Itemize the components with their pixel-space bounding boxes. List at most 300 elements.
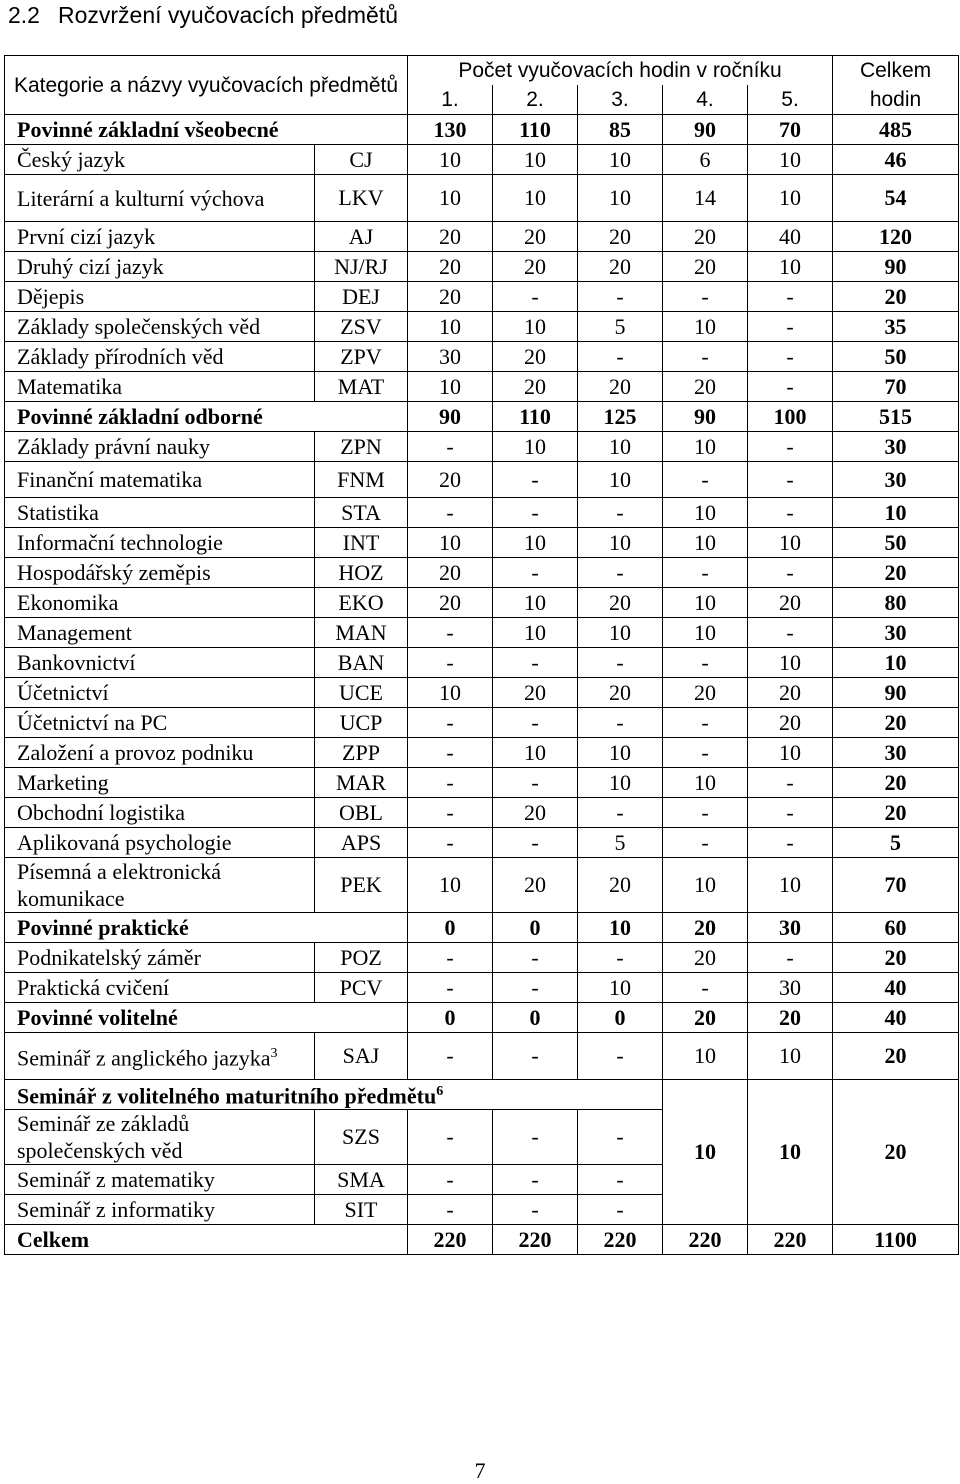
- hours-year-4: -: [663, 738, 748, 768]
- hours-year-1: -: [408, 768, 493, 798]
- hours-year-1: 10: [408, 175, 493, 222]
- subject-name: [5, 858, 315, 913]
- total-hours: 20: [833, 282, 959, 312]
- subject-code: POZ: [315, 943, 408, 973]
- hours-year-5: 10: [748, 175, 833, 222]
- total-hours: 20: [833, 708, 959, 738]
- subject-row: [5, 432, 959, 462]
- subject-name-text: Praktická cvičení: [17, 974, 170, 1000]
- hours-year-5: -: [748, 432, 833, 462]
- subject-name: [5, 432, 315, 462]
- hours-year-5: 40: [748, 222, 833, 252]
- hours-year-1: 10: [408, 528, 493, 558]
- category-name: Povinné základní odborné: [5, 402, 408, 432]
- hours-year-5: 10: [748, 738, 833, 768]
- subject-row: [5, 618, 959, 648]
- hours-year-2: -: [493, 1033, 578, 1080]
- subject-name-text: Hospodářský zeměpis: [17, 559, 211, 585]
- hours-year-2: -: [493, 1165, 578, 1195]
- subject-row: [5, 648, 959, 678]
- hours-year-5: 20: [748, 1003, 833, 1033]
- hours-year-1: 10: [408, 858, 493, 913]
- subject-name-text: Informační technologie: [17, 529, 223, 555]
- header-row-1: [5, 56, 959, 86]
- total-hours: 54: [833, 175, 959, 222]
- subject-row: [5, 372, 959, 402]
- hours-year-3: 10: [578, 738, 663, 768]
- hours-year-5: 30: [748, 913, 833, 943]
- subject-row: [5, 943, 959, 973]
- subject-name-text: Management: [17, 619, 132, 645]
- hours-year-2: -: [493, 943, 578, 973]
- header-year-2: 2.: [493, 85, 578, 115]
- subject-name-text: Aplikovaná psychologie: [17, 829, 232, 855]
- hours-year-4: 10: [663, 858, 748, 913]
- subject-name-text: Bankovnictví: [17, 649, 136, 675]
- subject-name: [5, 708, 315, 738]
- hours-year-5: -: [748, 558, 833, 588]
- hours-year-2: 10: [493, 312, 578, 342]
- hours-year-3: -: [578, 498, 663, 528]
- hours-year-1: -: [408, 498, 493, 528]
- total-hours: 50: [833, 342, 959, 372]
- hours-year-3: 10: [578, 528, 663, 558]
- hours-year-5: -: [748, 282, 833, 312]
- header-year-4: 4.: [663, 85, 748, 115]
- hours-year-1: 20: [408, 588, 493, 618]
- subject-row: [5, 1033, 959, 1080]
- hours-year-2: 10: [493, 432, 578, 462]
- hours-year-3: 10: [578, 973, 663, 1003]
- hours-year-4: 10: [663, 528, 748, 558]
- hours-year-3: 20: [578, 252, 663, 282]
- elective-hours-year-4: 10: [663, 1080, 748, 1225]
- hours-year-2: 20: [493, 222, 578, 252]
- hours-year-4: 20: [663, 372, 748, 402]
- subject-name-text: Finanční matematika: [17, 466, 203, 492]
- subject-code: MAR: [315, 768, 408, 798]
- hours-year-2: -: [493, 1110, 578, 1165]
- subject-code: ZPN: [315, 432, 408, 462]
- hours-year-2: 10: [493, 618, 578, 648]
- subject-name: Seminář z matematiky: [5, 1165, 315, 1195]
- subject-name-text: Ekonomika: [17, 589, 119, 615]
- total-hours: 120: [833, 222, 959, 252]
- subject-code: SIT: [315, 1195, 408, 1225]
- subject-code: CJ: [315, 145, 408, 175]
- total-hours: 485: [833, 115, 959, 145]
- total-hours: 20: [833, 768, 959, 798]
- total-hours: 90: [833, 678, 959, 708]
- subject-name-text: Druhý cizí jazyk: [17, 253, 164, 279]
- subject-name-text: Statistika: [17, 499, 99, 525]
- subject-name: [5, 145, 315, 175]
- hours-year-3: 20: [578, 222, 663, 252]
- hours-year-3: 20: [578, 588, 663, 618]
- subject-name: [5, 1033, 315, 1080]
- hours-year-5: 100: [748, 402, 833, 432]
- subject-name-text: Seminář z anglického jazyka: [17, 1045, 271, 1071]
- hours-year-2: 0: [493, 913, 578, 943]
- hours-year-2: 20: [493, 252, 578, 282]
- hours-year-1: 10: [408, 145, 493, 175]
- hours-year-2: -: [493, 558, 578, 588]
- header-year-1: 1.: [408, 85, 493, 115]
- subject-name-text: Literární a kulturní výchova: [17, 185, 265, 211]
- hours-year-5: 70: [748, 115, 833, 145]
- grand-total-row: [5, 1225, 959, 1255]
- subject-row: [5, 768, 959, 798]
- hours-year-2: -: [493, 973, 578, 1003]
- hours-year-3: 0: [578, 1003, 663, 1033]
- subject-row: [5, 708, 959, 738]
- total-hours: 60: [833, 913, 959, 943]
- hours-year-1: 130: [408, 115, 493, 145]
- subject-name-text: Matematika: [17, 373, 123, 399]
- subject-row: [5, 222, 959, 252]
- subject-code: INT: [315, 528, 408, 558]
- category-row: [5, 402, 959, 432]
- hours-year-2: 20: [493, 858, 578, 913]
- hours-year-3: -: [578, 1165, 663, 1195]
- hours-year-1: -: [408, 943, 493, 973]
- subject-name: [5, 282, 315, 312]
- subject-name: [5, 342, 315, 372]
- hours-year-1: -: [408, 1165, 493, 1195]
- subject-name: [5, 828, 315, 858]
- grand-total-label: Celkem: [5, 1225, 408, 1255]
- hours-year-3: 5: [578, 828, 663, 858]
- subject-name: [5, 222, 315, 252]
- subject-code: UCP: [315, 708, 408, 738]
- hours-year-1: -: [408, 432, 493, 462]
- subject-name: [5, 768, 315, 798]
- subject-code: PEK: [315, 858, 408, 913]
- subject-name: [5, 588, 315, 618]
- subject-name: Seminář ze základů společenských věd: [5, 1110, 315, 1165]
- hours-year-1: 20: [408, 558, 493, 588]
- hours-year-3: 20: [578, 372, 663, 402]
- subject-name-text: Základy společenských věd: [17, 313, 261, 339]
- subject-code: AJ: [315, 222, 408, 252]
- hours-year-3: -: [578, 1110, 663, 1165]
- hours-year-5: 10: [748, 648, 833, 678]
- subject-name-text: Základy právní nauky: [17, 433, 211, 459]
- total-hours: 80: [833, 588, 959, 618]
- total-hours: 10: [833, 498, 959, 528]
- hours-year-3: 20: [578, 858, 663, 913]
- hours-year-3: 10: [578, 432, 663, 462]
- total-hours: 20: [833, 798, 959, 828]
- subject-row: [5, 462, 959, 498]
- hours-year-3: -: [578, 342, 663, 372]
- hours-year-5: -: [748, 372, 833, 402]
- hours-year-4: -: [663, 648, 748, 678]
- header-subject-name: Kategorie a názvy vyučovacích předmětů: [5, 56, 408, 115]
- subject-name: [5, 973, 315, 1003]
- category-row: [5, 1003, 959, 1033]
- hours-year-3: 10: [578, 768, 663, 798]
- hours-year-4: 10: [663, 432, 748, 462]
- subject-code: ZPV: [315, 342, 408, 372]
- elective-total-hours: 20: [833, 1080, 959, 1225]
- hours-year-1: -: [408, 798, 493, 828]
- grand-total-hours: 1100: [833, 1225, 959, 1255]
- subject-name: [5, 798, 315, 828]
- hours-year-1: 0: [408, 913, 493, 943]
- hours-year-3: -: [578, 558, 663, 588]
- hours-year-3: 10: [578, 462, 663, 498]
- hours-year-4: -: [663, 558, 748, 588]
- elective-block-title: [5, 1080, 663, 1110]
- subject-code: ZPP: [315, 738, 408, 768]
- section-heading: [8, 0, 398, 30]
- hours-year-4: 20: [663, 913, 748, 943]
- hours-year-3: 125: [578, 402, 663, 432]
- hours-year-4: 10: [663, 312, 748, 342]
- hours-year-1: -: [408, 708, 493, 738]
- hours-year-3: -: [578, 1033, 663, 1080]
- hours-year-5: -: [748, 618, 833, 648]
- subject-code: NJ/RJ: [315, 252, 408, 282]
- subject-row: [5, 498, 959, 528]
- hours-year-1: -: [408, 828, 493, 858]
- subject-code: SAJ: [315, 1033, 408, 1080]
- footnote-ref: 6: [436, 1084, 444, 1100]
- subject-code: BAN: [315, 648, 408, 678]
- subject-code: DEJ: [315, 282, 408, 312]
- hours-year-5: 10: [748, 858, 833, 913]
- elective-hours-year-5: 10: [748, 1080, 833, 1225]
- subject-code: APS: [315, 828, 408, 858]
- hours-year-5: -: [748, 943, 833, 973]
- hours-year-2: 10: [493, 738, 578, 768]
- hours-year-4: 10: [663, 498, 748, 528]
- hours-year-2: 10: [493, 588, 578, 618]
- subject-row: [5, 558, 959, 588]
- hours-year-3: -: [578, 943, 663, 973]
- subject-name: [5, 943, 315, 973]
- hours-year-1: 20: [408, 252, 493, 282]
- hours-year-5: 20: [748, 678, 833, 708]
- hours-year-1: 20: [408, 222, 493, 252]
- subject-row: [5, 282, 959, 312]
- subject-name-text: První cizí jazyk: [17, 223, 156, 249]
- hours-year-4: 10: [663, 768, 748, 798]
- total-hours: 30: [833, 462, 959, 498]
- hours-year-1: 0: [408, 1003, 493, 1033]
- hours-year-2: 10: [493, 528, 578, 558]
- hours-year-2: 20: [493, 342, 578, 372]
- subject-row: [5, 588, 959, 618]
- subject-name-text: Dějepis: [17, 283, 85, 309]
- grand-total-year-3: 220: [578, 1225, 663, 1255]
- hours-year-4: -: [663, 828, 748, 858]
- subject-name-text: Písemná a elektronická komunikace: [17, 859, 222, 911]
- hours-year-3: -: [578, 282, 663, 312]
- total-hours: 90: [833, 252, 959, 282]
- hours-year-1: 20: [408, 282, 493, 312]
- subject-code: UCE: [315, 678, 408, 708]
- total-hours: 30: [833, 738, 959, 768]
- category-name: Povinné praktické: [5, 913, 408, 943]
- page-number: 7: [474, 1458, 486, 1483]
- subject-name: [5, 558, 315, 588]
- hours-year-2: 20: [493, 678, 578, 708]
- hours-year-1: 10: [408, 372, 493, 402]
- hours-year-2: -: [493, 282, 578, 312]
- subject-name: [5, 678, 315, 708]
- hours-year-5: -: [748, 312, 833, 342]
- subject-name: [5, 252, 315, 282]
- total-hours: 20: [833, 558, 959, 588]
- hours-year-4: -: [663, 798, 748, 828]
- grand-total-year-5: 220: [748, 1225, 833, 1255]
- subject-code: LKV: [315, 175, 408, 222]
- elective-block-title-text: Seminář z volitelného maturitního předmětu: [17, 1083, 437, 1109]
- total-hours: 5: [833, 828, 959, 858]
- hours-year-5: -: [748, 462, 833, 498]
- hours-year-3: 85: [578, 115, 663, 145]
- subject-name: [5, 372, 315, 402]
- hours-year-2: 10: [493, 175, 578, 222]
- subject-row: [5, 828, 959, 858]
- hours-year-4: -: [663, 342, 748, 372]
- header-hours-group: Počet vyučovacích hodin v ročníku: [408, 56, 833, 86]
- subject-row: [5, 528, 959, 558]
- hours-year-3: 20: [578, 678, 663, 708]
- hours-year-2: -: [493, 768, 578, 798]
- subject-code: PCV: [315, 973, 408, 1003]
- subject-name-text: Podnikatelský záměr: [17, 944, 201, 970]
- curriculum-table-wrapper: [4, 55, 959, 1255]
- subject-name-text: Základy přírodních věd: [17, 343, 224, 369]
- section-number: 2.2: [8, 2, 40, 28]
- hours-year-1: -: [408, 738, 493, 768]
- subject-code: MAT: [315, 372, 408, 402]
- subject-name-text: Účetnictví: [17, 679, 109, 705]
- header-year-5: 5.: [748, 85, 833, 115]
- header-year-3: 3.: [578, 85, 663, 115]
- subject-code: FNM: [315, 462, 408, 498]
- hours-year-4: -: [663, 708, 748, 738]
- subject-code: SMA: [315, 1165, 408, 1195]
- subject-code: HOZ: [315, 558, 408, 588]
- subject-row: [5, 678, 959, 708]
- hours-year-3: -: [578, 708, 663, 738]
- hours-year-5: 20: [748, 708, 833, 738]
- hours-year-2: 0: [493, 1003, 578, 1033]
- hours-year-1: -: [408, 1195, 493, 1225]
- hours-year-4: -: [663, 462, 748, 498]
- subject-name: [5, 498, 315, 528]
- hours-year-3: -: [578, 648, 663, 678]
- subject-name: [5, 175, 315, 222]
- hours-year-5: -: [748, 798, 833, 828]
- hours-year-4: 10: [663, 588, 748, 618]
- hours-year-2: -: [493, 498, 578, 528]
- category-row: [5, 913, 959, 943]
- hours-year-2: -: [493, 1195, 578, 1225]
- hours-year-1: 10: [408, 678, 493, 708]
- hours-year-4: 10: [663, 1033, 748, 1080]
- subject-row: [5, 738, 959, 768]
- total-hours: 70: [833, 372, 959, 402]
- hours-year-2: -: [493, 648, 578, 678]
- total-hours: 20: [833, 943, 959, 973]
- subject-row: [5, 145, 959, 175]
- total-hours: 35: [833, 312, 959, 342]
- hours-year-1: -: [408, 973, 493, 1003]
- hours-year-2: -: [493, 708, 578, 738]
- subject-row: [5, 175, 959, 222]
- hours-year-1: 20: [408, 462, 493, 498]
- subject-name-text: Účetnictví na PC: [17, 709, 168, 735]
- hours-year-3: 5: [578, 312, 663, 342]
- header-total: Celkem hodin: [833, 56, 959, 115]
- hours-year-5: 20: [748, 588, 833, 618]
- hours-year-1: 10: [408, 312, 493, 342]
- hours-year-4: 90: [663, 115, 748, 145]
- category-name: Povinné základní všeobecné: [5, 115, 408, 145]
- grand-total-year-2: 220: [493, 1225, 578, 1255]
- total-hours: 10: [833, 648, 959, 678]
- subject-name: [5, 462, 315, 498]
- hours-year-2: -: [493, 828, 578, 858]
- subject-name: [5, 738, 315, 768]
- elective-block-title-row: [5, 1080, 959, 1110]
- hours-year-1: 90: [408, 402, 493, 432]
- subject-code: SZS: [315, 1110, 408, 1165]
- hours-year-1: -: [408, 1110, 493, 1165]
- hours-year-2: 10: [493, 145, 578, 175]
- subject-row: [5, 312, 959, 342]
- total-hours: 50: [833, 528, 959, 558]
- subject-code: ZSV: [315, 312, 408, 342]
- hours-year-4: -: [663, 973, 748, 1003]
- grand-total-year-4: 220: [663, 1225, 748, 1255]
- subject-name: [5, 648, 315, 678]
- subject-code: EKO: [315, 588, 408, 618]
- subject-code: OBL: [315, 798, 408, 828]
- subject-name-text: Obchodní logistika: [17, 799, 186, 825]
- subject-name: [5, 528, 315, 558]
- hours-year-4: 10: [663, 618, 748, 648]
- hours-year-4: 20: [663, 678, 748, 708]
- hours-year-5: 10: [748, 1033, 833, 1080]
- hours-year-5: 10: [748, 528, 833, 558]
- hours-year-1: -: [408, 618, 493, 648]
- subject-name-text: Český jazyk: [17, 146, 126, 172]
- hours-year-3: -: [578, 798, 663, 828]
- hours-year-5: -: [748, 828, 833, 858]
- category-name: Povinné volitelné: [5, 1003, 408, 1033]
- hours-year-4: 6: [663, 145, 748, 175]
- total-hours: 40: [833, 1003, 959, 1033]
- hours-year-5: -: [748, 768, 833, 798]
- hours-year-5: -: [748, 498, 833, 528]
- hours-year-3: 10: [578, 175, 663, 222]
- hours-year-5: 30: [748, 973, 833, 1003]
- hours-year-4: 14: [663, 175, 748, 222]
- total-hours: 70: [833, 858, 959, 913]
- hours-year-2: 20: [493, 372, 578, 402]
- hours-year-3: 10: [578, 913, 663, 943]
- subject-name: Seminář z informatiky: [5, 1195, 315, 1225]
- hours-year-2: -: [493, 462, 578, 498]
- hours-year-4: 20: [663, 1003, 748, 1033]
- subject-row: [5, 798, 959, 828]
